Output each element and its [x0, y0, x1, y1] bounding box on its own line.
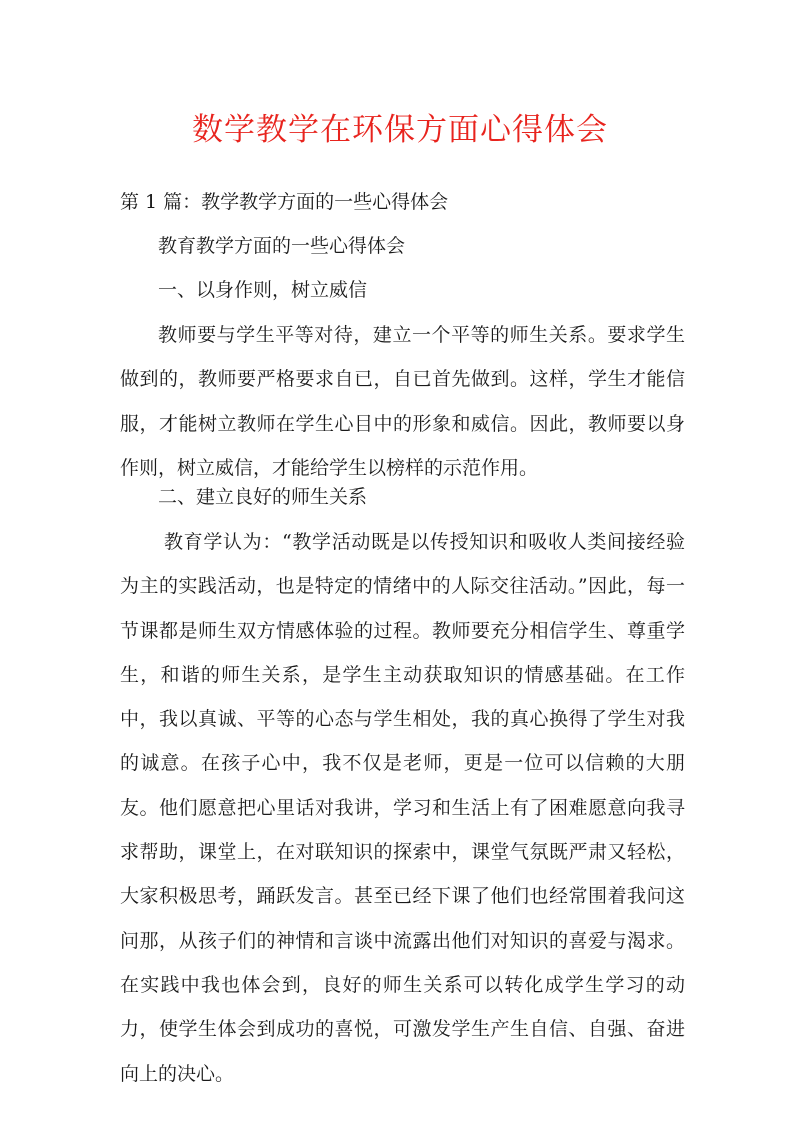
section2-paragraph: 教育学认为：“教学活动既是以传授知识和吸收人类间接经验为主的实践活动，也是特定的情绪中的人际交往活动。”因此，每一节课都是师生双方情感体验的过程。教师要充分相信学生、尊重学生，和谐的师生关系，是学生主动获取知识的情感基础。在工作中，我以真诚、平等的心态与学生相处，我的真心换得了学生对我的诚意。在孩子心中，我不仅是老师，更是一位可以信赖的大朋友。他们愿意把心里话对我讲，学习和生活上有了困难愿意向我寻求帮助，课堂上，在对联知识的探索中，课堂气氛既严肃又轻松，大家积极思考，踊跃发言。甚至已经下课了他们也经常围着我问这问那，从孩子们的神情和言谈中流露出他们对知识的喜爱与渴求。在实践中我也体会到，良好的师生关系可以转化成学生学习的动力，使学生体会到成功的喜悦，可激发学生产生自信、自强、奋进向上的决心。	[120, 531, 685, 1085]
subheading: 教育教学方面的一些心得体会	[158, 235, 406, 257]
section1-paragraph: 教师要与学生平等对待，建立一个平等的师生关系。要求学生做到的，教师要严格要求自已，自已首先做到。这样，学生才能信服，才能树立教师在学生心目中的形象和威信。因此，教师要以身作则，树立威信，才能给学生以榜样的示范作用。	[120, 324, 685, 479]
chapter-heading: 第 1 篇：教学教学方面的一些心得体会	[120, 191, 449, 213]
section2-heading: 二、建立良好的师生关系	[158, 486, 368, 508]
document-title: 数学教学在环保方面心得体会	[192, 112, 608, 148]
section1-heading: 一、以身作则，树立威信	[158, 279, 368, 301]
